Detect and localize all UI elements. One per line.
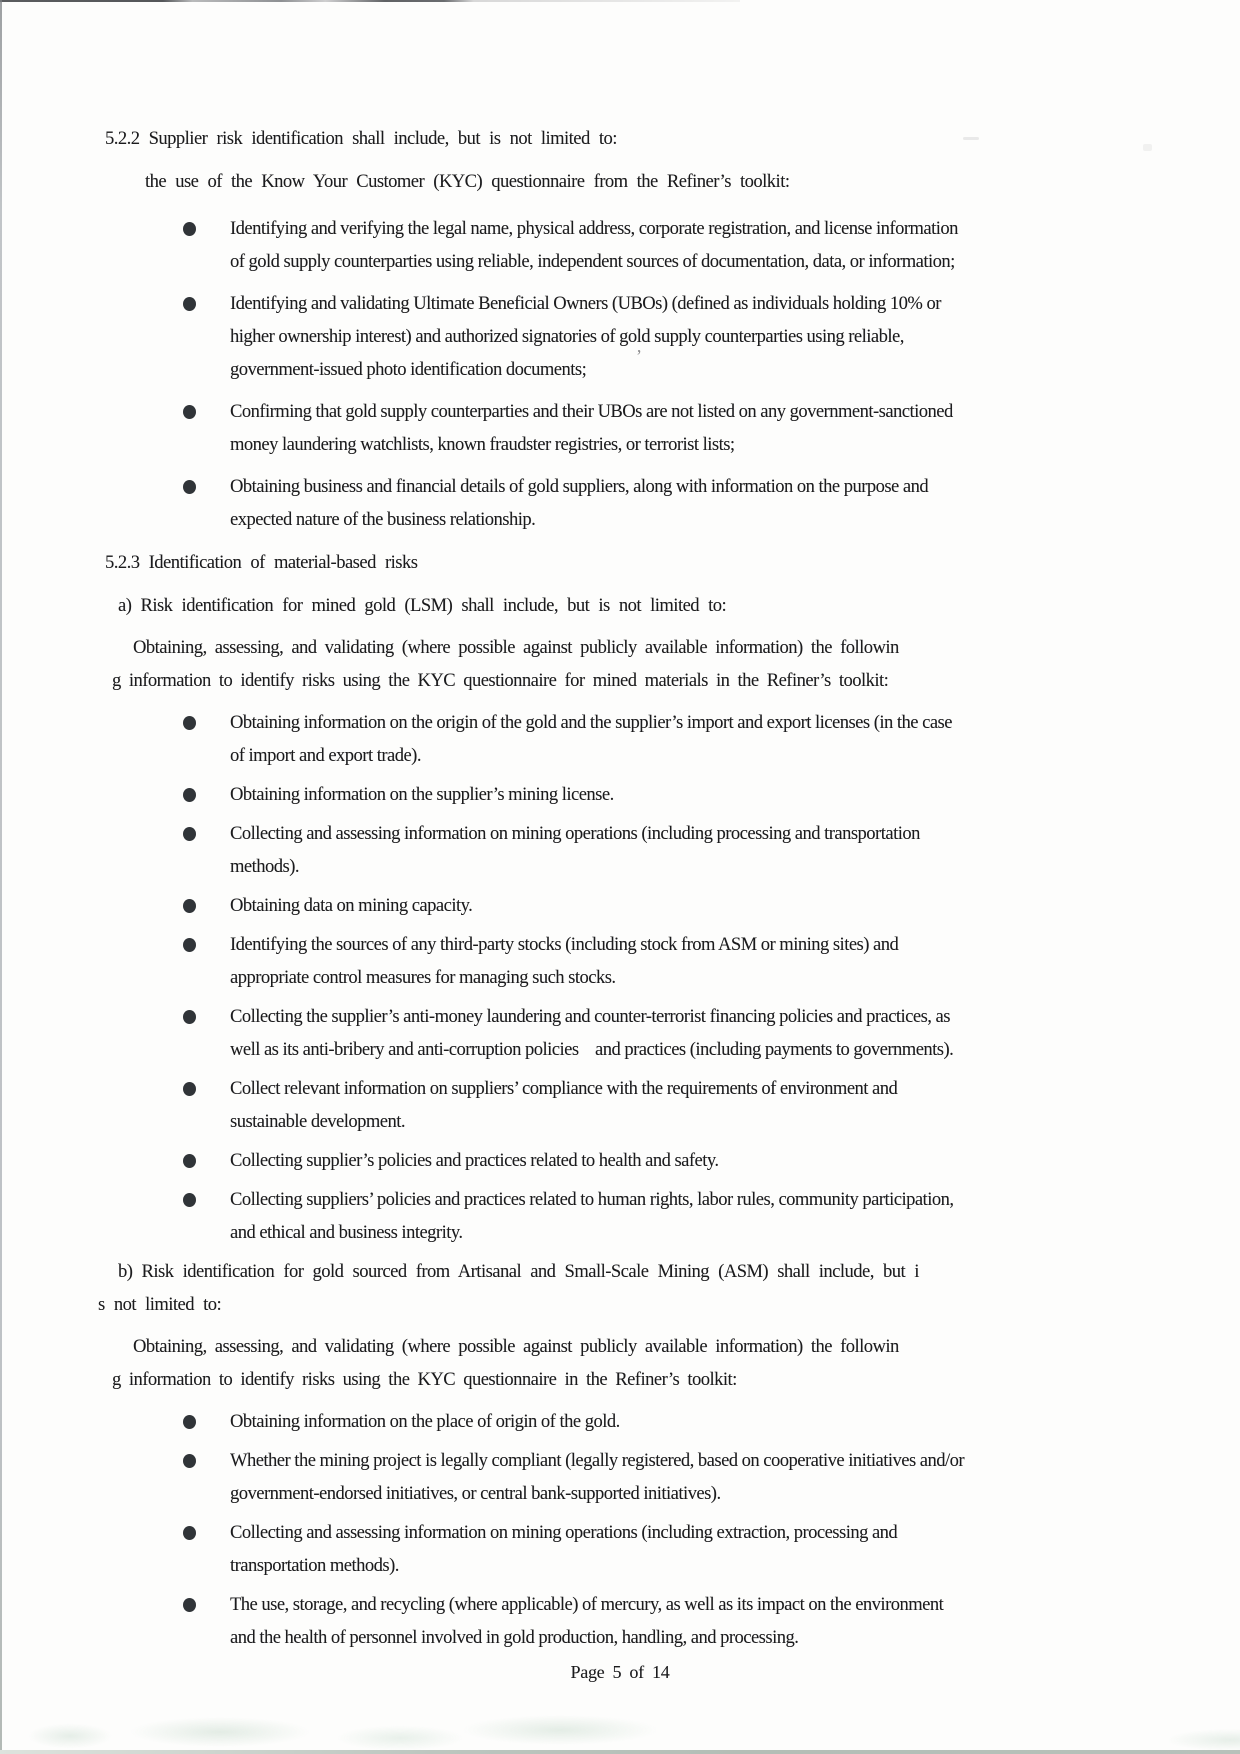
bullet-line: higher ownership interest) and authorized signatories of gold supply counterparties using reliable,: [230, 327, 904, 347]
asm-lead: [95, 1256, 1200, 1322]
bullet-icon: [183, 899, 196, 913]
bullet-icon: [183, 716, 196, 730]
bullet-icon: [183, 1154, 196, 1168]
bullet-item: [183, 779, 1200, 812]
kyc-intro-line: the use of the Know Your Customer (KYC) questionnaire from the Refiner’s toolkit:: [145, 172, 790, 192]
scan-bottom-blotch: [0, 1710, 1240, 1750]
bullet-line: Collecting supplier’s policies and practices related to health and safety.: [230, 1151, 719, 1171]
bullet-icon: [183, 297, 196, 311]
bullet-list-asm: [183, 1406, 1200, 1655]
bullet-line: Collecting the supplier’s anti-money laundering and counter-terrorist financing policies and practices, as: [230, 1007, 950, 1027]
bullet-icon: [183, 222, 196, 236]
bullet-icon: [183, 1193, 196, 1207]
bullet-line: The use, storage, and recycling (where applicable) of mercury, as well as its impact on the environment: [230, 1595, 944, 1615]
asm-lead-line: b) Risk identification for gold sourced from Artisanal and Small-Scale Mining (ASM) shall include, but i: [118, 1262, 919, 1282]
paragraph-line: Obtaining, assessing, and validating (where possible against publicly available information) the followin: [133, 638, 899, 658]
asm-lead-line: s not limited to:: [98, 1295, 222, 1315]
bullet-line: government-issued photo identification documents;: [230, 360, 587, 380]
scan-edge-bottom: [0, 1750, 1240, 1754]
bullet-item: [183, 707, 1200, 773]
bullet-list-supplier-risk: [183, 213, 1200, 537]
lsm-lead-line: a) Risk identification for mined gold (LSM) shall include, but is not limited to:: [118, 596, 727, 616]
bullet-line: Obtaining business and financial details of gold suppliers, along with information on the purpose and: [230, 477, 929, 497]
bullet-item: [183, 818, 1200, 884]
bullet-line: sustainable development.: [230, 1112, 406, 1132]
bullet-item: [183, 1184, 1200, 1250]
lsm-intro-paragraph: [95, 632, 1200, 698]
bullet-item: [183, 213, 1200, 279]
bullet-icon: [183, 788, 196, 802]
section-5-2-2-heading: 5.2.2 Supplier risk identification shall include, but is not limited to:: [105, 129, 617, 149]
bullet-line: Obtaining information on the supplier’s mining license.: [230, 785, 614, 805]
bullet-line: Identifying and validating Ultimate Beneficial Owners (UBOs) (defined as individuals holding 10% or: [230, 294, 941, 314]
bullet-line: money laundering watchlists, known fraudster registries, or terrorist lists;: [230, 435, 735, 455]
bullet-icon: [183, 1415, 196, 1429]
bullet-item: [183, 890, 1200, 923]
bullet-line: Collecting and assessing information on mining operations (including processing and transportation: [230, 824, 920, 844]
scan-stray-mark: ’: [636, 346, 642, 366]
bullet-icon: [183, 405, 196, 419]
bullet-line: and ethical and business integrity.: [230, 1223, 463, 1243]
bullet-item: [183, 1145, 1200, 1178]
bullet-line: well as its anti-bribery and anti-corruption policies and practices (including payments to governments).: [230, 1040, 954, 1060]
bullet-line: and the health of personnel involved in gold production, handling, and processing.: [230, 1628, 799, 1648]
bullet-line: of import and export trade).: [230, 746, 421, 766]
bullet-line: Whether the mining project is legally compliant (legally registered, based on cooperative initiatives and/or: [230, 1451, 965, 1471]
bullet-line: appropriate control measures for managing such stocks.: [230, 968, 616, 988]
bullet-line: expected nature of the business relationship.: [230, 510, 536, 530]
bullet-item: [183, 1406, 1200, 1439]
bullet-line: Identifying and verifying the legal name, physical address, corporate registration, and license information: [230, 219, 958, 239]
bullet-icon: [183, 480, 196, 494]
bullet-item: [183, 471, 1200, 537]
bullet-icon: [183, 1082, 196, 1096]
bullet-list-lsm: [183, 707, 1200, 1250]
bullet-item: [183, 396, 1200, 462]
page-footer: Page 5 of 14: [570, 1662, 670, 1682]
paragraph-line: g information to identify risks using the KYC questionnaire for mined materials in the Refiner’s toolkit:: [112, 671, 889, 691]
bullet-item: [183, 929, 1200, 995]
bullet-icon: [183, 827, 196, 841]
bullet-icon: [183, 938, 196, 952]
bullet-line: Collect relevant information on suppliers’ compliance with the requirements of environment and: [230, 1079, 898, 1099]
section-5-2-3-heading: 5.2.3 Identification of material-based risks: [105, 553, 418, 573]
bullet-line: transportation methods).: [230, 1556, 399, 1576]
bullet-line: Obtaining information on the origin of the gold and the supplier’s import and export licenses (in the case: [230, 713, 952, 733]
asm-intro-paragraph: [95, 1331, 1200, 1397]
bullet-line: Collecting and assessing information on mining operations (including extraction, processing and: [230, 1523, 898, 1543]
paragraph-line: Obtaining, assessing, and validating (where possible against publicly available information) the followin: [133, 1337, 899, 1357]
bullet-line: Collecting suppliers’ policies and practices related to human rights, labor rules, community participation,: [230, 1190, 954, 1210]
bullet-item: [183, 288, 1200, 387]
bullet-line: Confirming that gold supply counterparties and their UBOs are not listed on any government-sanctioned: [230, 402, 953, 422]
paragraph-line: g information to identify risks using the KYC questionnaire in the Refiner’s toolkit:: [112, 1370, 737, 1390]
bullet-item: [183, 1445, 1200, 1511]
bullet-line: methods).: [230, 857, 299, 877]
bullet-item: [183, 1073, 1200, 1139]
bullet-item: [183, 1517, 1200, 1583]
bullet-line: Identifying the sources of any third-party stocks (including stock from ASM or mining sites) and: [230, 935, 899, 955]
bullet-icon: [183, 1526, 196, 1540]
bullet-line: of gold supply counterparties using reliable, independent sources of documentation, data, or information;: [230, 252, 955, 272]
bullet-line: government-endorsed initiatives, or central bank-supported initiatives).: [230, 1484, 721, 1504]
bullet-icon: [183, 1454, 196, 1468]
bullet-item: [183, 1001, 1200, 1067]
bullet-icon: [183, 1598, 196, 1612]
bullet-line: Obtaining data on mining capacity.: [230, 896, 473, 916]
bullet-icon: [183, 1010, 196, 1024]
bullet-item: [183, 1589, 1200, 1655]
bullet-line: Obtaining information on the place of origin of the gold.: [230, 1412, 620, 1432]
